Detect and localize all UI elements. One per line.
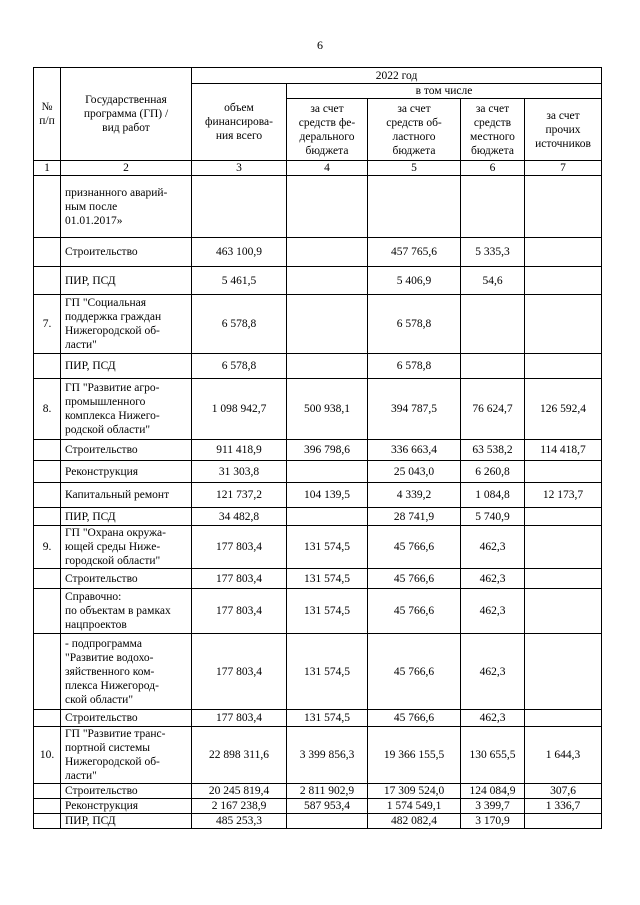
local-amount: [461, 354, 525, 379]
other-amount: [525, 814, 602, 829]
table-row: [34, 267, 602, 295]
row-number: [34, 440, 61, 461]
table-row: [34, 176, 602, 238]
total-amount: 177 803,4: [192, 569, 287, 589]
regional-amount: 19 366 155,5: [368, 727, 461, 784]
other-amount: [525, 295, 602, 354]
work-name: ГП "Развитие агро- промышленного комплекса Нижего- родской области": [61, 379, 192, 440]
work-name: Строительство: [61, 238, 192, 267]
other-amount: [525, 569, 602, 589]
row-number: [34, 354, 61, 379]
regional-amount: 336 663,4: [368, 440, 461, 461]
regional-amount: 45 766,6: [368, 710, 461, 727]
column-numbers-row: [34, 161, 602, 176]
other-amount: [525, 176, 602, 238]
header-federal: за счет средств фе- дерального бюджета: [287, 99, 368, 161]
total-amount: 22 898 311,6: [192, 727, 287, 784]
federal-amount: 131 574,5: [287, 634, 368, 710]
table-row: [34, 483, 602, 508]
row-number: [34, 508, 61, 526]
local-amount: 54,6: [461, 267, 525, 295]
row-number: [34, 589, 61, 634]
work-name: ГП "Охрана окружа- ющей среды Нижe- городской области": [61, 526, 192, 569]
other-amount: [525, 634, 602, 710]
total-amount: 5 461,5: [192, 267, 287, 295]
row-number: 7.: [34, 295, 61, 354]
local-amount: 3 399,7: [461, 799, 525, 814]
header-regional: за счет средств об- ластного бюджета: [368, 99, 461, 161]
row-number: [34, 814, 61, 829]
col-number: 7: [525, 161, 602, 176]
local-amount: 76 624,7: [461, 379, 525, 440]
work-name: ПИР, ПСД: [61, 508, 192, 526]
local-amount: 462,3: [461, 526, 525, 569]
table-row: [34, 727, 602, 784]
other-amount: 1 644,3: [525, 727, 602, 784]
total-amount: 2 167 238,9: [192, 799, 287, 814]
other-amount: [525, 354, 602, 379]
local-amount: 462,3: [461, 569, 525, 589]
row-number: [34, 784, 61, 799]
col-number: 1: [34, 161, 61, 176]
regional-amount: 25 043,0: [368, 461, 461, 483]
total-amount: 6 578,8: [192, 354, 287, 379]
total-amount: 485 253,3: [192, 814, 287, 829]
table-row: [34, 508, 602, 526]
regional-amount: 28 741,9: [368, 508, 461, 526]
local-amount: 6 260,8: [461, 461, 525, 483]
regional-amount: 45 766,6: [368, 589, 461, 634]
other-amount: [525, 508, 602, 526]
total-amount: 463 100,9: [192, 238, 287, 267]
total-amount: 6 578,8: [192, 295, 287, 354]
table-row: [34, 354, 602, 379]
work-name: Строительство: [61, 440, 192, 461]
total-amount: [192, 176, 287, 238]
regional-amount: [368, 176, 461, 238]
table-row: [34, 295, 602, 354]
work-name: Справочно: по объектам в рамках нацпроектов: [61, 589, 192, 634]
total-amount: 177 803,4: [192, 710, 287, 727]
local-amount: 1 084,8: [461, 483, 525, 508]
col-number: 2: [61, 161, 192, 176]
table-row: [34, 799, 602, 814]
other-amount: [525, 267, 602, 295]
federal-amount: 131 574,5: [287, 710, 368, 727]
col-number: 4: [287, 161, 368, 176]
work-name: признанного аварий- ным после 01.01.2017»: [61, 176, 192, 238]
row-number: [34, 267, 61, 295]
regional-amount: 482 082,4: [368, 814, 461, 829]
other-amount: [525, 461, 602, 483]
other-amount: [525, 589, 602, 634]
federal-amount: 131 574,5: [287, 569, 368, 589]
work-name: - подпрограмма "Развитие водохо- зяйственного ком- плекса Нижегород- ской области": [61, 634, 192, 710]
row-number: 10.: [34, 727, 61, 784]
local-amount: [461, 295, 525, 354]
federal-amount: 2 811 902,9: [287, 784, 368, 799]
work-name: Капитальный ремонт: [61, 483, 192, 508]
header-year: 2022 год: [192, 68, 602, 84]
col-number: 6: [461, 161, 525, 176]
other-amount: 12 173,7: [525, 483, 602, 508]
row-number: [34, 569, 61, 589]
local-amount: 462,3: [461, 710, 525, 727]
work-name: Строительство: [61, 710, 192, 727]
federal-amount: [287, 267, 368, 295]
other-amount: 1 336,7: [525, 799, 602, 814]
other-amount: 307,6: [525, 784, 602, 799]
header-total: объем финансирова- ния всего: [192, 84, 287, 161]
other-amount: [525, 238, 602, 267]
table-row: [34, 379, 602, 440]
total-amount: 34 482,8: [192, 508, 287, 526]
federal-amount: 587 953,4: [287, 799, 368, 814]
row-number: [34, 483, 61, 508]
federal-amount: [287, 176, 368, 238]
federal-amount: 131 574,5: [287, 589, 368, 634]
total-amount: 121 737,2: [192, 483, 287, 508]
local-amount: [461, 176, 525, 238]
local-amount: 462,3: [461, 589, 525, 634]
other-amount: [525, 710, 602, 727]
federal-amount: 131 574,5: [287, 526, 368, 569]
work-name: ГП "Социальная поддержка граждан Нижегородской об- ласти": [61, 295, 192, 354]
header-in-total: в том числе: [287, 84, 602, 99]
row-number: [34, 461, 61, 483]
federal-amount: 104 139,5: [287, 483, 368, 508]
work-name: ПИР, ПСД: [61, 814, 192, 829]
table-row: [34, 784, 602, 799]
federal-amount: [287, 295, 368, 354]
work-name: Реконструкция: [61, 461, 192, 483]
work-name: ПИР, ПСД: [61, 267, 192, 295]
federal-amount: [287, 814, 368, 829]
row-number: 8.: [34, 379, 61, 440]
table-row: [34, 589, 602, 634]
table-row: [34, 238, 602, 267]
total-amount: 177 803,4: [192, 526, 287, 569]
total-amount: 911 418,9: [192, 440, 287, 461]
other-amount: 126 592,4: [525, 379, 602, 440]
federal-amount: 396 798,6: [287, 440, 368, 461]
row-number: 9.: [34, 526, 61, 569]
table-row: [34, 526, 602, 569]
row-number: [34, 710, 61, 727]
col-number: 3: [192, 161, 287, 176]
header-program: Государственная программа (ГП) / вид работ: [61, 68, 192, 161]
header-number: № п/п: [34, 68, 61, 161]
local-amount: 3 170,9: [461, 814, 525, 829]
local-amount: 462,3: [461, 634, 525, 710]
regional-amount: 4 339,2: [368, 483, 461, 508]
federal-amount: [287, 354, 368, 379]
local-amount: 63 538,2: [461, 440, 525, 461]
row-number: [34, 634, 61, 710]
regional-amount: 45 766,6: [368, 569, 461, 589]
header-local: за счет средств местного бюджета: [461, 99, 525, 161]
table-row: [34, 461, 602, 483]
work-name: Строительство: [61, 784, 192, 799]
header-other: за счет прочих источников: [525, 99, 602, 161]
federal-amount: [287, 238, 368, 267]
table-row: [34, 814, 602, 829]
federal-amount: [287, 461, 368, 483]
table-row: [34, 634, 602, 710]
financing-table: [33, 67, 602, 829]
total-amount: 20 245 819,4: [192, 784, 287, 799]
other-amount: [525, 526, 602, 569]
row-number: [34, 799, 61, 814]
work-name: ПИР, ПСД: [61, 354, 192, 379]
page-number: 6: [317, 38, 323, 52]
regional-amount: 1 574 549,1: [368, 799, 461, 814]
total-amount: 1 098 942,7: [192, 379, 287, 440]
regional-amount: 457 765,6: [368, 238, 461, 267]
local-amount: 130 655,5: [461, 727, 525, 784]
regional-amount: 45 766,6: [368, 526, 461, 569]
regional-amount: 6 578,8: [368, 354, 461, 379]
table-row: [34, 569, 602, 589]
row-number: [34, 176, 61, 238]
federal-amount: 500 938,1: [287, 379, 368, 440]
federal-amount: 3 399 856,3: [287, 727, 368, 784]
regional-amount: 6 578,8: [368, 295, 461, 354]
row-number: [34, 238, 61, 267]
work-name: ГП "Развитие транс- портной системы Нижегородской об- ласти": [61, 727, 192, 784]
local-amount: 5 335,3: [461, 238, 525, 267]
work-name: Строительство: [61, 569, 192, 589]
regional-amount: 5 406,9: [368, 267, 461, 295]
federal-amount: [287, 508, 368, 526]
total-amount: 31 303,8: [192, 461, 287, 483]
work-name: Реконструкция: [61, 799, 192, 814]
local-amount: 5 740,9: [461, 508, 525, 526]
total-amount: 177 803,4: [192, 589, 287, 634]
local-amount: 124 084,9: [461, 784, 525, 799]
regional-amount: 45 766,6: [368, 634, 461, 710]
other-amount: 114 418,7: [525, 440, 602, 461]
table-row: [34, 440, 602, 461]
table-row: [34, 710, 602, 727]
total-amount: 177 803,4: [192, 634, 287, 710]
col-number: 5: [368, 161, 461, 176]
regional-amount: 17 309 524,0: [368, 784, 461, 799]
regional-amount: 394 787,5: [368, 379, 461, 440]
